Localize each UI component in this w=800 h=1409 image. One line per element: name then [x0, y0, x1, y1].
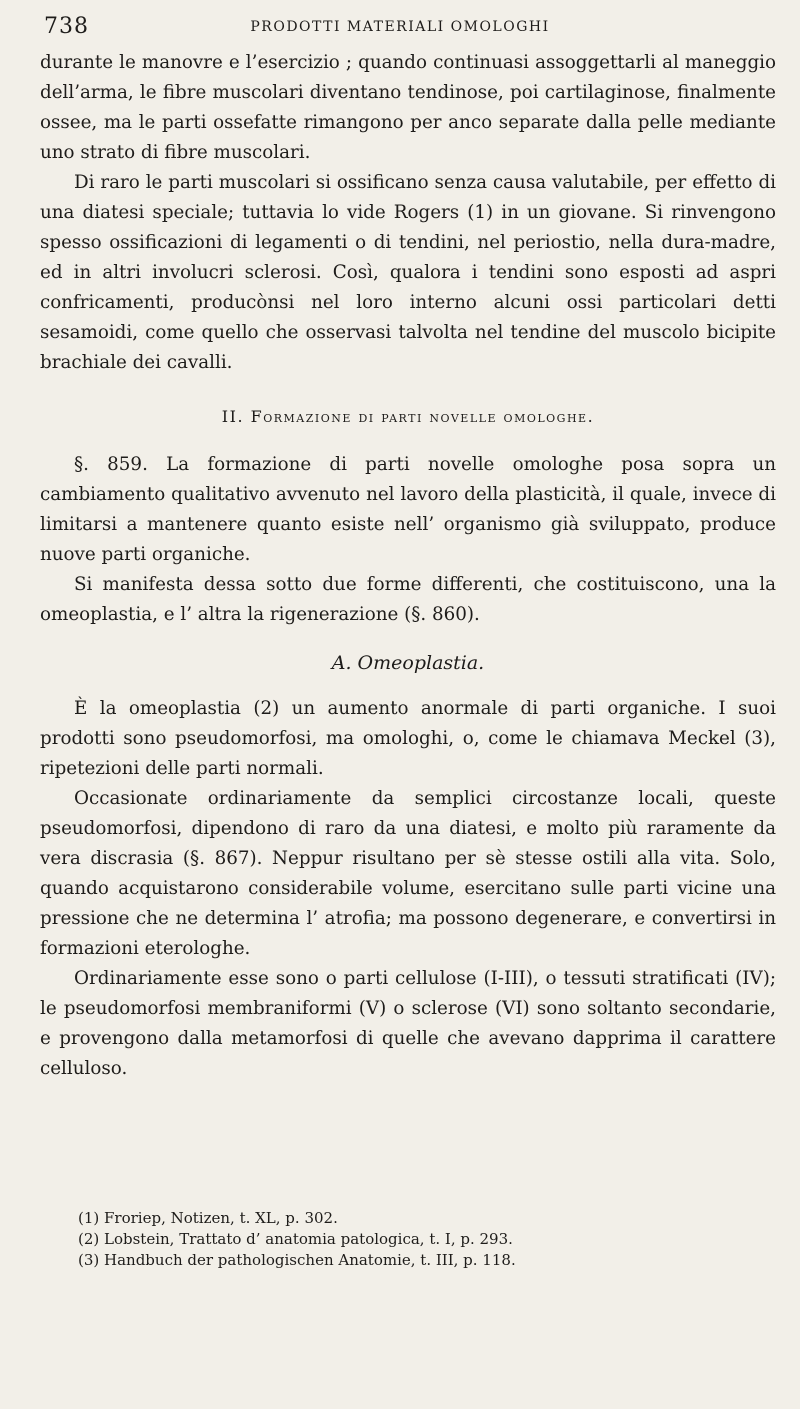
paragraph-7: Ordinariamente esse sono o parti cellulose (I-III), o tessuti stratificati (IV); le pseudomorfosi membraniformi (V) o sclerose (VI) sono soltanto secondarie, e provengono dalla metamorfosi di quelle che avevano dapprima il carattere celluloso. [40, 968, 776, 1079]
paragraph-5: È la omeoplastia (2) un aumento anormale di parti organiche. I suoi prodotti sono pseudomorfosi, ma omologhi, o, come le chiamava Meckel (3), ripetezioni delle parti normali. [40, 698, 776, 779]
paragraph-6: Occasionate ordinariamente da semplici circostanze locali, queste pseudomorfosi, dipendono di raro da una diatesi, e molto più raramente da vera discrasia (§. 867). Neppur risultano per sè stesse ostili alla vita. Solo, quando acquistarono considerabile volume, esercitano sulle parti vicine una pressione che ne determina l’ atrofia; ma possono degenerare, e convertirsi in formazioni eterologhe. [40, 788, 776, 959]
footnotes [78, 1208, 778, 1271]
footnote-2: (2) Lobstein, Trattato d’ anatomia patologica, t. I, p. 293. [78, 1230, 513, 1248]
paragraph-3: §. 859. La formazione di parti novelle omologhe posa sopra un cambiamento qualitativo avvenuto nel lavoro della plasticità, il quale, invece di limitarsi a mantenere quanto esiste nell’ organismo già sviluppato, produce nuove parti organiche. [40, 454, 776, 565]
running-title: PRODOTTI MATERIALI OMOLOGHI [250, 19, 550, 35]
body-text [40, 48, 776, 1084]
paragraph-4: Si manifesta dessa sotto due forme differenti, che costituiscono, una la omeoplastia, e l’ altra la rigenerazione (§. 860). [40, 574, 776, 625]
section-title: II. Formazione di parti novelle omologhe. [221, 407, 595, 426]
paragraph-2: Di raro le parti muscolari si ossificano senza causa valutabile, per effetto di una diatesi speciale; tuttavia lo vide Rogers (1) in un giovane. Si rinvengono spesso ossificazioni di legamenti o di tendini, nel periostio, nella dura-madre, ed in altri involucri sclerosi. Così, qualora i tendini sono esposti ad aspri confricamenti, producònsi nel loro interno alcuni ossi particolari detti sesamoidi, come quello che osservasi talvolta nel tendine del muscolo bicipite brachiale dei cavalli. [40, 172, 776, 373]
subsection-title [40, 648, 776, 678]
paragraph-1: durante le manovre e l’esercizio ; quando continuasi assoggettarli al maneggio dell’arma, le fibre muscolari diventano tendinose, poi cartilaginose, finalmente ossee, ma le parti ossefatte rimangono per anco separate dalla pelle mediante uno strato di fibre muscolari. [40, 52, 776, 163]
page-header [0, 14, 800, 44]
page-number: 738 [44, 14, 89, 39]
subsection-title-text: A. Omeoplastia. [331, 652, 485, 674]
footnote-3: (3) Handbuch der pathologischen Anatomie, t. III, p. 118. [78, 1251, 516, 1269]
footnote-1: (1) Froriep, Notizen, t. XL, p. 302. [78, 1209, 338, 1227]
